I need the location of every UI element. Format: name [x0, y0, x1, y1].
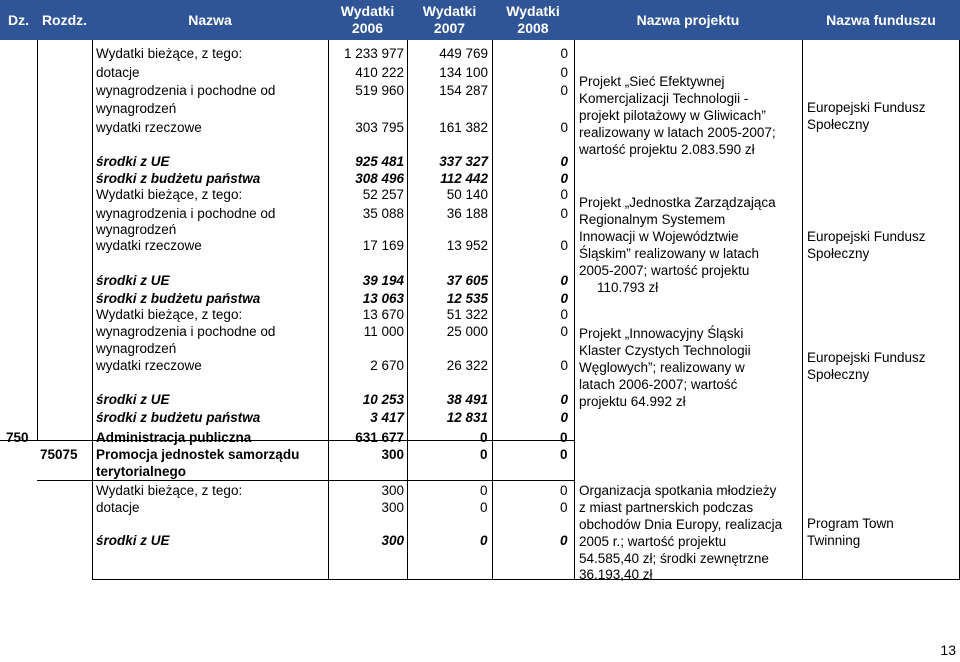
- g2-2008-4: 0: [560, 238, 568, 253]
- g1-2006-5: 303 795: [355, 120, 404, 135]
- g3-fundusz-2: Społeczny: [807, 367, 870, 382]
- g3-name-5: środki z UE: [96, 392, 170, 407]
- g3-2007-1: 51 322: [446, 307, 488, 322]
- g2-fundusz-1: Europejski Fundusz: [807, 229, 926, 244]
- header-wydatki-2007: [407, 0, 492, 40]
- g4-name-3: środki z UE: [96, 533, 170, 548]
- header-wydatki-2006-line1: Wydatki: [340, 3, 395, 19]
- g1-name-7: środki z budżetu państwa: [96, 171, 261, 186]
- header-nazwa-projektu: Nazwa projektu: [636, 11, 740, 28]
- g4-fundusz-2: Twinning: [807, 533, 861, 548]
- g1-2006-2: 410 222: [355, 65, 404, 80]
- grid-line: [574, 40, 575, 580]
- header-nazwa: Nazwa: [188, 11, 232, 28]
- g1-projekt-5: wartość projektu 2.083.590 zł: [579, 142, 755, 157]
- row-750-name: Administracja publiczna: [96, 430, 252, 445]
- g4-2008-3: 0: [560, 533, 568, 548]
- grid-line: [0, 440, 574, 441]
- g2-name-2: wynagrodzenia i pochodne od: [96, 206, 276, 221]
- g1-2008-2: 0: [560, 65, 568, 80]
- header-wydatki-2008-line2: 2008: [517, 20, 549, 36]
- g3-fundusz-1: Europejski Fundusz: [807, 350, 926, 365]
- g1-2007-7: 112 442: [440, 171, 488, 186]
- row-750-2008: 0: [560, 430, 568, 445]
- g3-projekt-4: latach 2006-2007; wartość: [579, 377, 738, 392]
- g2-2007-1: 50 140: [446, 187, 488, 202]
- g3-name-2b: wynagrodzeń: [96, 341, 177, 356]
- g3-2006-2: 11 000: [363, 324, 404, 339]
- row-750-2007: 0: [480, 430, 488, 445]
- g2-projekt-6: 110.793 zł: [597, 280, 659, 295]
- g3-name-1: Wydatki bieżące, z tego:: [96, 307, 243, 322]
- g3-2006-6: 3 417: [370, 410, 404, 425]
- g4-projekt-4: 2005 r.; wartość projektu: [579, 534, 727, 549]
- row-75075-name-2: terytorialnego: [96, 464, 187, 479]
- g4-projekt-6: 36.193,40 zł: [579, 567, 653, 582]
- header-rozdz: Rozdz.: [41, 11, 88, 28]
- g1-name-3b: wynagrodzeń: [96, 101, 177, 116]
- g3-projekt-3: Węglowych”; realizowany w: [579, 360, 745, 375]
- g2-2006-1: 52 257: [362, 187, 404, 202]
- g2-2007-5: 37 605: [446, 273, 488, 288]
- g2-projekt-1: Projekt „Jednostka Zarządzająca: [579, 195, 776, 210]
- g4-projekt-1: Organizacja spotkania młodzieży: [579, 483, 777, 498]
- g1-2008-6: 0: [560, 154, 568, 169]
- g2-2006-2: 35 088: [362, 206, 404, 221]
- g4-2007-2: 0: [480, 500, 488, 515]
- header-nazwa-funduszu: Nazwa funduszu: [826, 11, 936, 28]
- grid-line: [37, 480, 574, 481]
- g1-name-6: środki z UE: [96, 154, 170, 169]
- g4-2008-2: 0: [560, 500, 568, 515]
- g2-projekt-4: Śląskim” realizowany w latach: [579, 246, 760, 261]
- grid-line: [802, 40, 803, 580]
- g3-2006-1: 13 670: [362, 307, 404, 322]
- g1-2008-5: 0: [560, 120, 568, 135]
- g4-name-1: Wydatki bieżące, z tego:: [96, 483, 243, 498]
- g2-2008-2: 0: [560, 206, 568, 221]
- g3-2008-5: 0: [560, 392, 568, 407]
- g2-fundusz-2: Społeczny: [807, 246, 870, 261]
- grid-line: [92, 40, 93, 580]
- g2-projekt-5: 2005-2007; wartość projektu: [579, 263, 750, 278]
- grid-line: [92, 579, 960, 580]
- g3-2007-2: 25 000: [446, 324, 488, 339]
- g2-name-6: środki z budżetu państwa: [96, 291, 261, 306]
- g3-2006-5: 10 253: [362, 392, 404, 407]
- g1-2006-6: 925 481: [355, 154, 404, 169]
- header-wydatki-2006-line2: 2006: [351, 20, 384, 36]
- g1-name-5: wydatki rzeczowe: [96, 120, 202, 135]
- g2-2007-4: 13 952: [446, 238, 488, 253]
- g4-fundusz-1: Program Town: [807, 516, 894, 531]
- header-wydatki-2007-line1: Wydatki: [422, 3, 477, 19]
- g2-2006-6: 13 063: [362, 291, 404, 306]
- row-75075-2006: 300: [381, 447, 404, 462]
- row-75075-name-1: Promocja jednostek samorządu: [96, 447, 300, 462]
- g2-name-1: Wydatki bieżące, z tego:: [96, 187, 243, 202]
- g1-projekt-2: Komercjalizacji Technologii -: [579, 91, 749, 106]
- g2-2007-6: 12 535: [446, 291, 488, 306]
- grid-line: [407, 40, 408, 580]
- g2-2006-4: 17 169: [362, 238, 404, 253]
- g4-2007-3: 0: [480, 533, 488, 548]
- header-dz: Dz.: [8, 11, 29, 28]
- g3-projekt-1: Projekt „Innowacyjny Śląski: [579, 326, 744, 341]
- g1-2006-1: 1 233 977: [343, 46, 404, 61]
- header-wydatki-2008: [492, 0, 574, 40]
- g3-2008-4: 0: [560, 358, 568, 373]
- g3-2007-6: 12 831: [446, 410, 488, 425]
- g2-2008-6: 0: [560, 291, 568, 306]
- row-750-2006: 631 677: [355, 430, 404, 445]
- g2-2006-5: 39 194: [362, 273, 404, 288]
- g2-2008-5: 0: [560, 273, 568, 288]
- g2-projekt-2: Regionalnym Systemem: [579, 212, 726, 227]
- g3-2006-4: 2 670: [370, 358, 404, 373]
- g2-2008-1: 0: [560, 187, 568, 202]
- g1-2007-3: 154 287: [439, 83, 488, 98]
- g4-projekt-5: 54.585,40 zł; środki zewnętrzne: [579, 551, 769, 566]
- g2-name-2b: wynagrodzeń: [96, 222, 177, 237]
- g1-2007-2: 134 100: [439, 65, 488, 80]
- g3-projekt-5: projektu 64.992 zł: [579, 394, 686, 409]
- g4-2006-1: 300: [381, 483, 404, 498]
- header-wydatki-2006: [328, 0, 407, 40]
- grid-line: [37, 40, 38, 440]
- g4-projekt-2: z miast partnerskich podczas: [579, 500, 754, 515]
- g3-2007-4: 26 322: [446, 358, 488, 373]
- g1-2007-1: 449 769: [439, 46, 488, 61]
- g2-projekt-3: Innowacji w Województwie: [579, 229, 739, 244]
- grid-line: [492, 40, 493, 580]
- g4-2007-1: 0: [480, 483, 488, 498]
- g4-2006-2: 300: [381, 500, 404, 515]
- g1-2006-3: 519 960: [355, 83, 404, 98]
- g4-projekt-3: obchodów Dnia Europy, realizacja: [579, 517, 783, 532]
- header-wydatki-2007-line2: 2007: [433, 20, 466, 36]
- page-number: 13: [940, 642, 956, 658]
- g1-2007-6: 337 327: [439, 154, 488, 169]
- g1-name-2: dotacje: [96, 65, 140, 80]
- g4-2008-1: 0: [560, 483, 568, 498]
- g1-projekt-4: realizowany w latach 2005-2007;: [579, 125, 776, 140]
- g2-name-5: środki z UE: [96, 273, 170, 288]
- g4-2006-3: 300: [381, 533, 404, 548]
- row-75075-2007: 0: [480, 447, 488, 462]
- g3-2008-1: 0: [560, 307, 568, 322]
- g3-2007-5: 38 491: [446, 392, 488, 407]
- row-75075-2008: 0: [560, 447, 568, 462]
- g2-name-4: wydatki rzeczowe: [96, 238, 202, 253]
- header-wydatki-2008-line1: Wydatki: [506, 3, 560, 19]
- g2-2007-2: 36 188: [446, 206, 488, 221]
- g1-2008-1: 0: [560, 46, 568, 61]
- g1-projekt-3: projekt pilotażowy w Gliwicach”: [579, 108, 766, 123]
- g1-fundusz-2: Społeczny: [807, 117, 870, 132]
- g1-2008-3: 0: [560, 83, 568, 98]
- g1-2006-7: 308 496: [355, 171, 404, 186]
- g3-2008-2: 0: [560, 324, 568, 339]
- g1-name-3: wynagrodzenia i pochodne od: [96, 83, 276, 98]
- g1-2007-5: 161 382: [439, 120, 488, 135]
- g3-projekt-2: Klaster Czystych Technologii: [579, 343, 751, 358]
- g1-fundusz-1: Europejski Fundusz: [807, 100, 926, 115]
- g3-name-2: wynagrodzenia i pochodne od: [96, 324, 276, 339]
- g4-name-2: dotacje: [96, 500, 140, 515]
- g1-2008-7: 0: [560, 171, 568, 186]
- g1-name-1: Wydatki bieżące, z tego:: [96, 46, 243, 61]
- g3-name-6: środki z budżetu państwa: [96, 410, 261, 425]
- rozdz-75075: 75075: [40, 447, 78, 462]
- grid-line: [328, 40, 329, 580]
- g1-projekt-1: Projekt „Sieć Efektywnej: [579, 74, 725, 89]
- dz-750: 750: [6, 430, 29, 445]
- g3-name-4: wydatki rzeczowe: [96, 358, 202, 373]
- g3-2008-6: 0: [560, 410, 568, 425]
